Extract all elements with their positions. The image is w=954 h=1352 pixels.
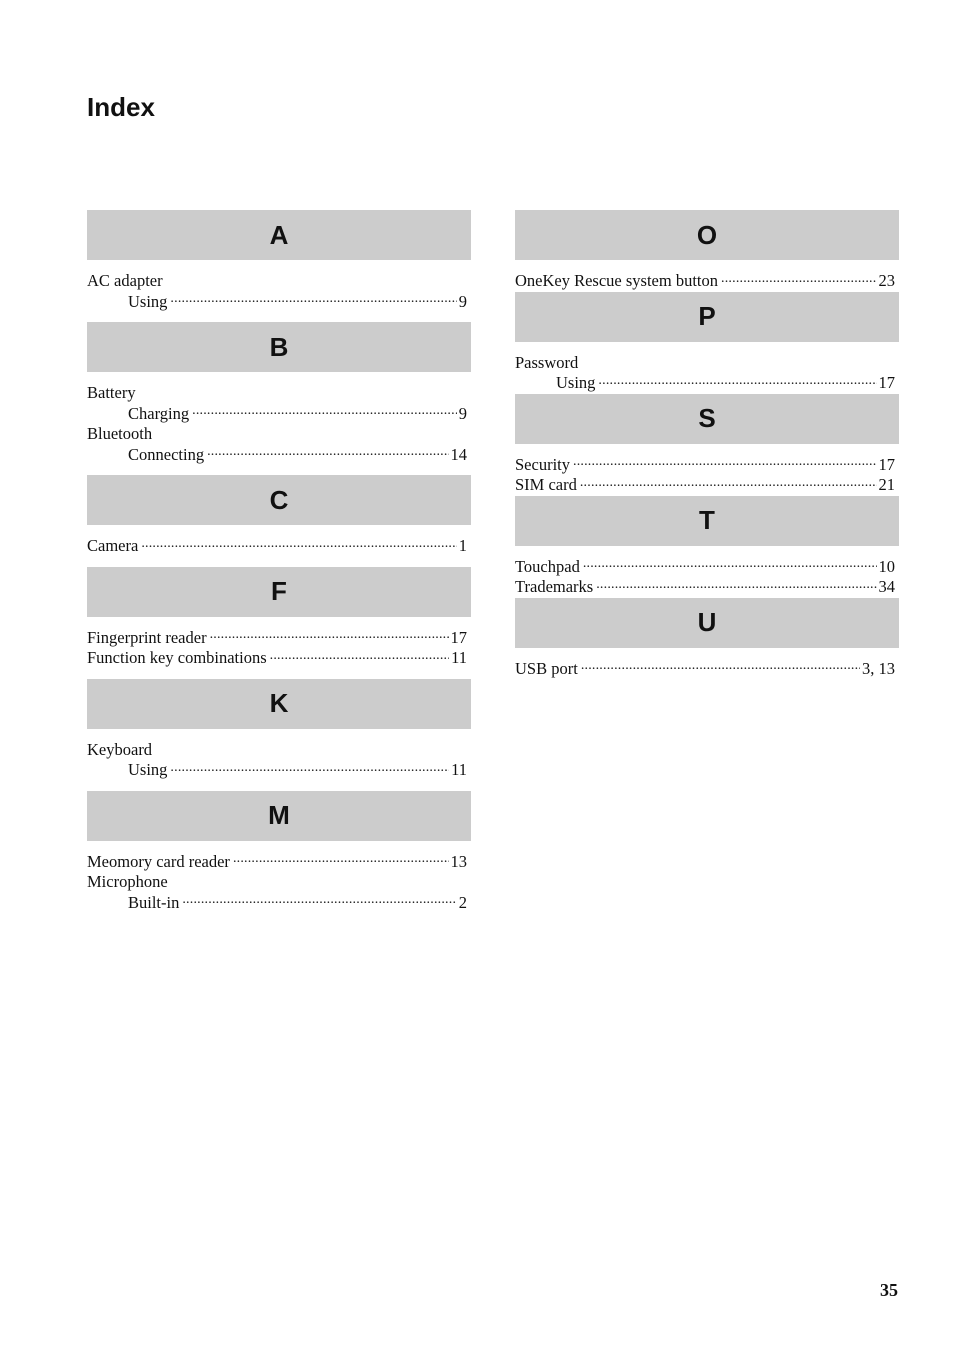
index-subentry (87, 760, 467, 781)
entry-page-ref: 17 (450, 627, 467, 647)
index-column-right (515, 210, 899, 679)
index-section-c (87, 475, 471, 557)
dot-leader (182, 896, 456, 908)
entry-list (87, 525, 471, 557)
entry-page-ref: 2 (458, 892, 467, 912)
dot-leader (721, 274, 876, 286)
entry-term: Password (515, 352, 579, 372)
dot-leader (170, 763, 449, 775)
dot-leader (207, 448, 448, 460)
dot-leader (581, 662, 860, 674)
entry-term: Charging (128, 403, 190, 423)
entry-term: Security (515, 454, 570, 474)
letter-header: U (515, 598, 899, 648)
letter-header: F (87, 567, 471, 617)
index-column-left (87, 210, 471, 923)
entry-list (87, 372, 471, 465)
entry-page-ref: 9 (458, 403, 467, 423)
letter-header: P (515, 292, 899, 342)
dot-leader (596, 580, 876, 592)
index-subentry (87, 445, 467, 466)
dot-leader (170, 295, 456, 307)
dot-leader (233, 855, 449, 867)
entry-term: Battery (87, 383, 136, 402)
entry-term: Using (128, 291, 168, 311)
entry-term: Touchpad (515, 556, 580, 576)
dot-leader (583, 560, 877, 572)
index-entry (515, 455, 895, 476)
index-section-t (515, 496, 899, 598)
entry-term: Using (128, 760, 168, 779)
entry-list (515, 444, 899, 496)
entry-term: Built-in (128, 892, 180, 912)
letter-header: O (515, 210, 899, 260)
entry-term: Meomory card reader (87, 851, 230, 871)
index-subentry (515, 373, 895, 394)
index-entry (87, 872, 467, 893)
entry-list (87, 729, 471, 781)
entry-page-ref: 21 (878, 475, 895, 494)
index-entry (515, 557, 895, 578)
letter-header: B (87, 322, 471, 372)
dot-leader (598, 376, 876, 388)
index-section-k (87, 679, 471, 781)
index-section-u (515, 598, 899, 680)
index-entry (515, 353, 895, 374)
entry-term: Camera (87, 536, 139, 555)
index-entry (515, 475, 895, 496)
entry-term: Keyboard (87, 739, 153, 759)
index-entry (515, 659, 895, 680)
letter-header: A (87, 210, 471, 260)
entry-page-ref: 10 (878, 556, 895, 576)
index-section-s (515, 394, 899, 496)
letter-header: C (87, 475, 471, 525)
entry-term: OneKey Rescue system button (515, 271, 719, 290)
index-entry (515, 577, 895, 598)
entry-page-ref: 9 (458, 291, 467, 311)
index-entry (87, 271, 467, 292)
dot-leader (210, 631, 449, 643)
entry-list (515, 260, 899, 292)
index-section-p (515, 292, 899, 394)
entry-list (87, 260, 471, 312)
letter-header: S (515, 394, 899, 444)
entry-term: USB port (515, 658, 578, 678)
entry-list (515, 342, 899, 394)
index-entry (515, 271, 895, 292)
entry-term: AC adapter (87, 271, 163, 290)
page-title: Index (87, 92, 155, 122)
entry-page-ref: 11 (451, 760, 467, 779)
index-subentry (87, 893, 467, 914)
dot-leader (573, 458, 877, 470)
index-entry (87, 852, 467, 873)
entry-list (87, 617, 471, 669)
index-entry (87, 424, 467, 445)
entry-page-ref: 13 (450, 851, 467, 871)
page-number: 35 (880, 1280, 898, 1300)
index-subentry (87, 292, 467, 313)
entry-list (515, 648, 899, 680)
dot-leader (192, 407, 457, 419)
letter-header: T (515, 496, 899, 546)
entry-term: SIM card (515, 475, 577, 494)
index-entry (87, 740, 467, 761)
index-section-a (87, 210, 471, 312)
entry-term: Trademarks (515, 577, 594, 596)
entry-page-ref: 34 (878, 577, 895, 596)
index-section-o (515, 210, 899, 292)
index-entry (87, 628, 467, 649)
index-entry (87, 648, 467, 669)
entry-page-ref: 14 (450, 444, 467, 464)
index-subentry (87, 404, 467, 425)
entry-term: Function key combinations (87, 648, 267, 667)
index-entry (87, 383, 467, 404)
index-section-f (87, 567, 471, 669)
entry-term: Fingerprint reader (87, 627, 207, 647)
entry-page-ref: 23 (878, 271, 895, 290)
entry-page-ref: 11 (451, 648, 467, 667)
entry-page-ref: 17 (878, 454, 895, 474)
entry-list (87, 841, 471, 914)
entry-page-ref: 3, 13 (862, 658, 895, 678)
index-section-m (87, 791, 471, 914)
entry-term: Connecting (128, 444, 205, 464)
index-entry (87, 536, 467, 557)
entry-term: Using (556, 373, 596, 392)
entry-term: Microphone (87, 872, 168, 891)
dot-leader (270, 651, 449, 663)
letter-header: K (87, 679, 471, 729)
dot-leader (580, 478, 877, 490)
entry-term: Bluetooth (87, 424, 153, 443)
entry-page-ref: 17 (878, 373, 895, 392)
letter-header: M (87, 791, 471, 841)
index-section-b (87, 322, 471, 465)
entry-list (515, 546, 899, 598)
entry-page-ref: 1 (458, 536, 467, 555)
dot-leader (141, 539, 456, 551)
